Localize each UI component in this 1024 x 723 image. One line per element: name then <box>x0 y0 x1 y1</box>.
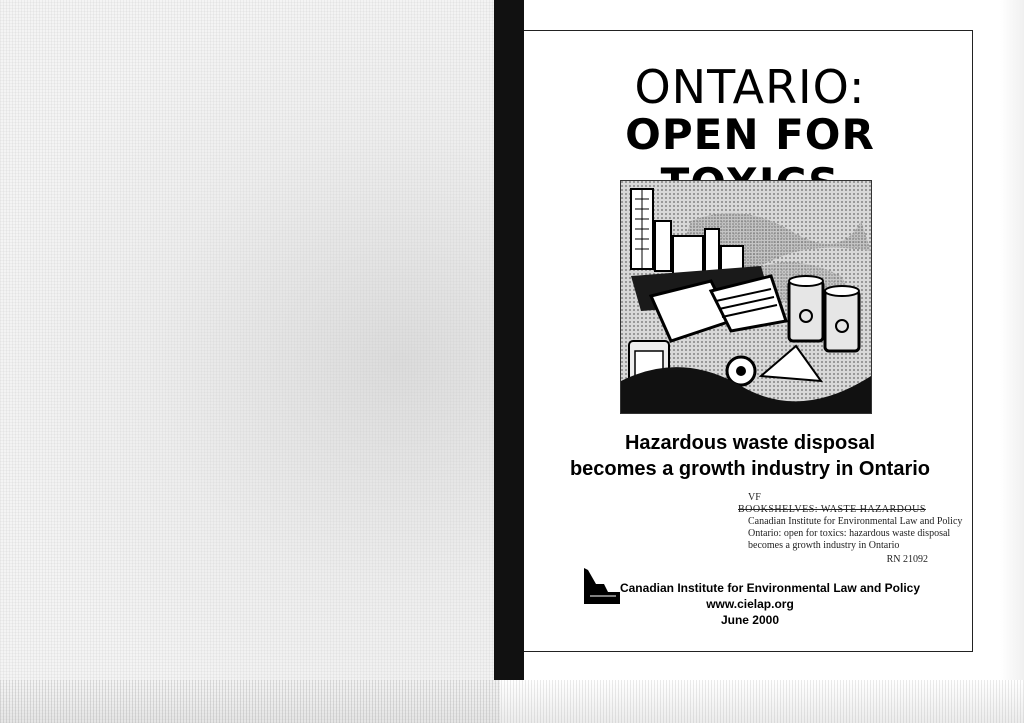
cover-illustration-icon <box>620 180 872 414</box>
scan-bottom-edge <box>0 680 1024 723</box>
book-spine <box>494 0 524 680</box>
publisher-name: Canadian Institute for Environmental Law and Policy <box>619 581 921 595</box>
subtitle-line1: Hazardous waste disposal <box>624 432 876 454</box>
catalog-line: Canadian Institute for Environmental Law and Policy <box>748 516 963 527</box>
cover-title-line1: ONTARIO: <box>634 60 866 114</box>
catalog-record-number: RN 21092 <box>886 554 928 565</box>
cover-title-line2: OPEN FOR <box>625 110 875 159</box>
catalog-vf: VF <box>748 492 761 503</box>
library-catalog-stamp <box>738 492 978 566</box>
publisher-block <box>560 580 940 628</box>
facing-page-scan <box>0 0 500 723</box>
toxic-barrel-icon <box>789 276 859 351</box>
publication-date: June 2000 <box>720 613 780 627</box>
subtitle-line2: becomes a growth industry in Ontario <box>569 458 931 480</box>
cover-subtitle <box>560 430 940 482</box>
publisher-website: www.cielap.org <box>706 597 794 611</box>
catalog-struck-subject: BOOKSHELVES: WASTE HAZARDOUS <box>738 504 926 515</box>
page-edge-shadow <box>1000 0 1024 680</box>
catalog-line: Ontario: open for toxics: hazardous waste disposal <box>748 528 951 539</box>
catalog-line: becomes a growth industry in Ontario <box>748 540 900 551</box>
